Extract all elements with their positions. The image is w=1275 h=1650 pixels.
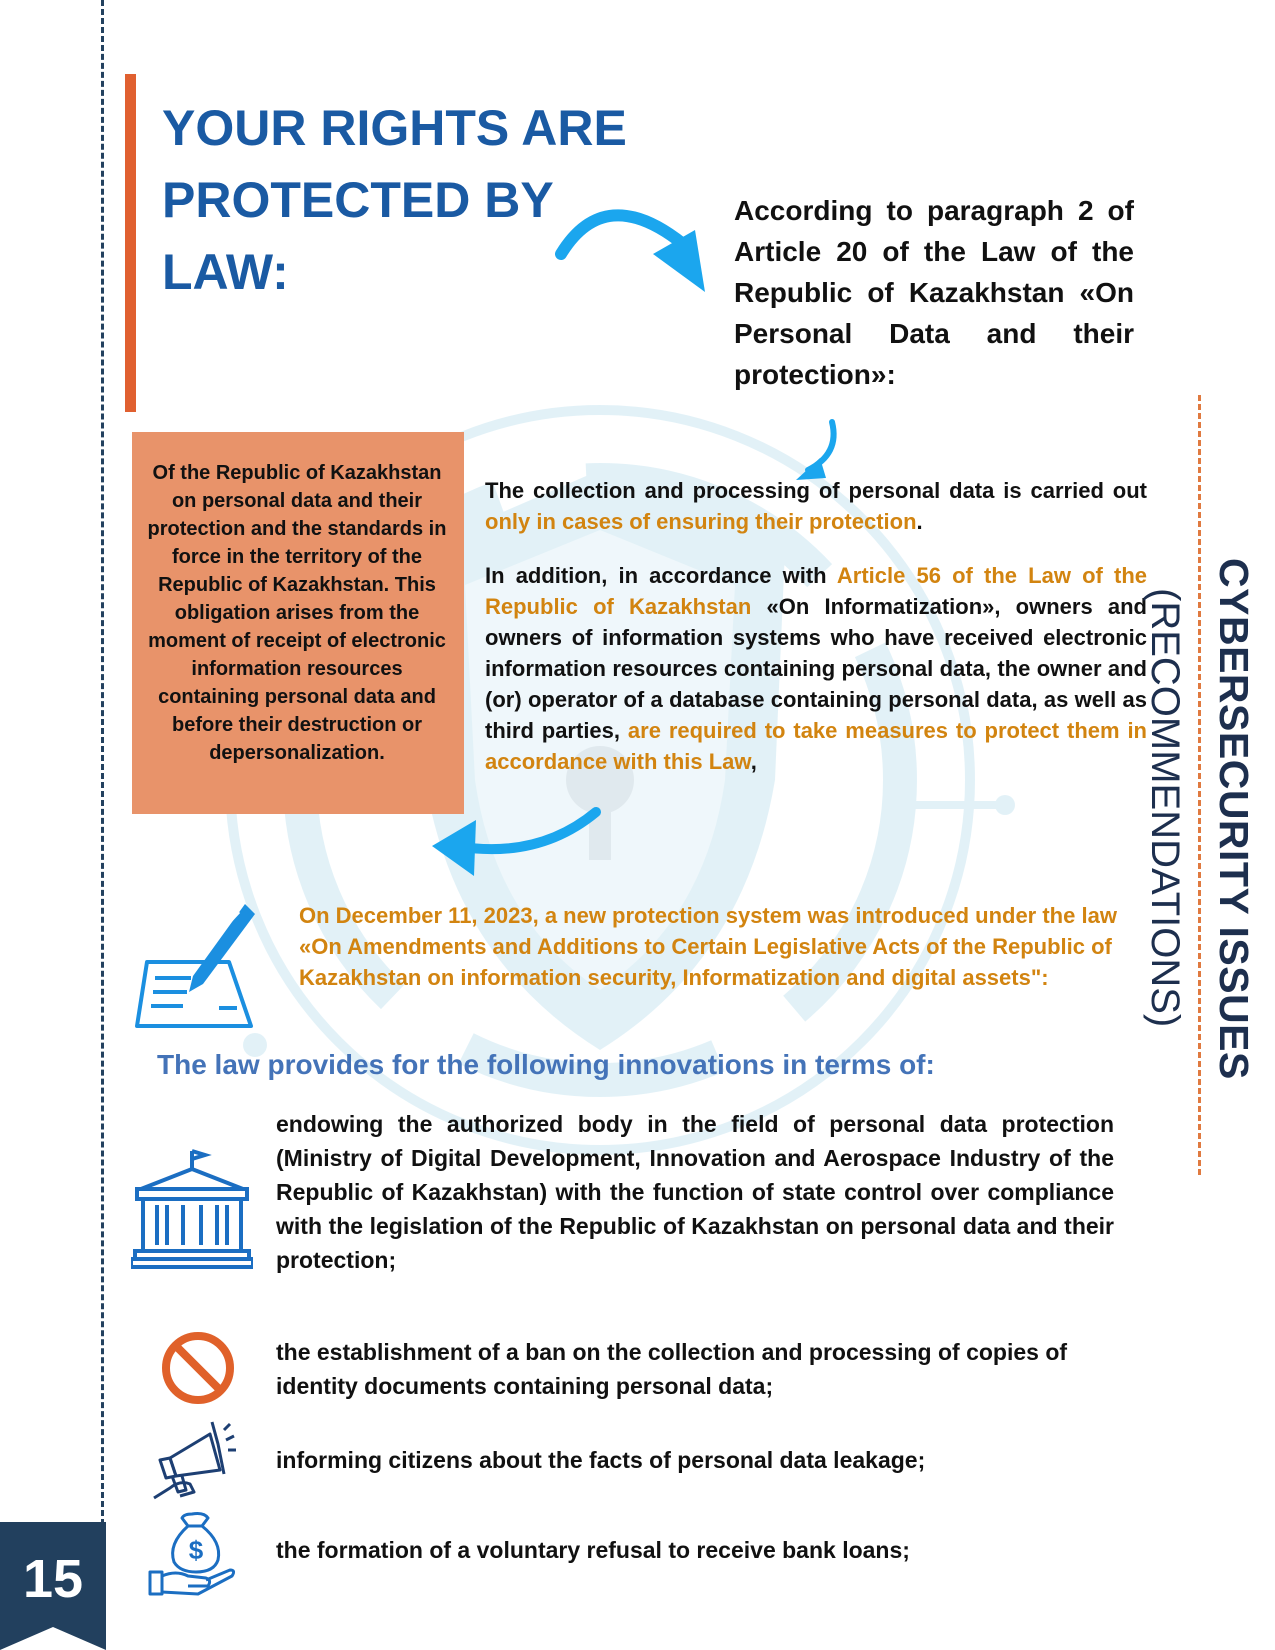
intro-statement: According to paragraph 2 of Article 20 of the Law of the Republic of Kazakhstan «On Personal Data and their protection»: <box>734 195 1134 390</box>
curved-arrow-icon <box>555 202 715 298</box>
svg-text:$: $ <box>188 1535 204 1565</box>
government-building-icon <box>131 1147 253 1269</box>
megaphone-icon <box>150 1418 236 1502</box>
ban-icon <box>160 1330 236 1406</box>
amendment-statement: On December 11, 2023, a new protection system was introduced under the law «On Amendments and Additions to Certain Legislative Acts of the Republic of Kazakhstan on information security, Informatization and digital assets": <box>299 903 1117 990</box>
addition-paragraph: In addition, in accordance with Article 56 of the Law of the Republic of Kazakhstan «On Informatization», owners and owners of information systems who have received electronic information resources containing personal data, the owner and (or) operator of a database containing personal data, as well as third parties, are required to take measures to protect them in accordance with this Law, <box>485 563 1147 774</box>
article-56-highlight: Article 56 of the Law of the Republic of Kazakhstan <box>485 563 1147 619</box>
note-text: Of the Republic of Kazakhstan on personal data and their protection and the standards in force in the territory of the Republic of Kazakhstan. This obligation arises from the moment of receipt of electronic information resources containing personal data and before their destruction or depersonalization. <box>147 462 447 764</box>
document-pen-icon <box>133 900 263 1028</box>
innovation-item: the establishment of a ban on the collection and processing of copies of identity documents containing personal data; <box>276 1339 1068 1399</box>
collection-paragraph: The collection and processing of personal data is carried out only in cases of ensuring their protection. <box>485 478 1147 534</box>
obligation-highlight: are required to take measures to protect them in accordance with this Law <box>485 718 1147 774</box>
heading-accent-bar <box>125 74 136 412</box>
innovations-heading: The law provides for the following innovations in terms of: <box>157 1049 935 1080</box>
money-bag-hand-icon <box>148 1510 238 1598</box>
collection-highlight: only in cases of ensuring their protection <box>485 509 917 534</box>
side-subtitle: (RECOMMENDATIONS) <box>1143 588 1187 1028</box>
left-dashed-line <box>101 0 104 1525</box>
innovation-item: the formation of a voluntary refusal to receive bank loans; <box>276 1537 910 1563</box>
page-number: 15 <box>22 1549 84 1609</box>
side-dashed-line <box>1198 395 1201 1175</box>
innovation-item: endowing the authorized body in the field of personal data protection (Ministry of Digital Development, Innovation and Aerospace Industry of the Republic of Kazakhstan) with the function of state control over compliance with the legislation of the Republic of Kazakhstan on personal data and their protection; <box>276 1111 1114 1273</box>
return-arrow-icon <box>428 806 603 886</box>
side-title: CYBERSECURITY ISSUES <box>1211 558 1257 1080</box>
page-title: YOUR RIGHTS ARE PROTECTED BY LAW: <box>162 100 627 300</box>
innovation-item: informing citizens about the facts of personal data leakage; <box>276 1447 926 1473</box>
